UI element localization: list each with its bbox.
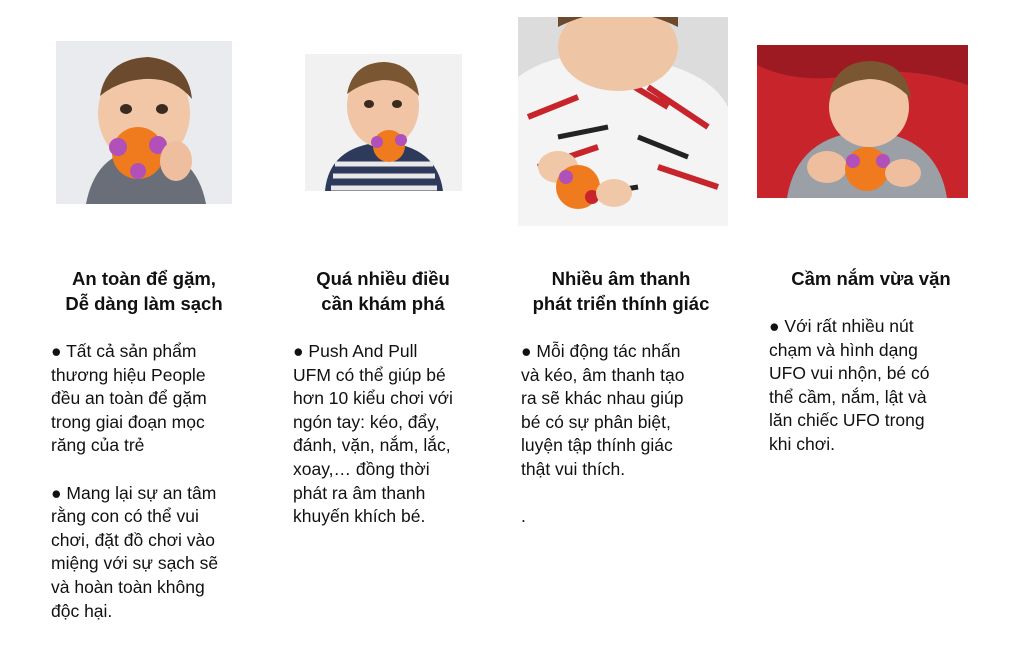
text-line: đều an toàn để gặm: [51, 388, 207, 409]
text-line: khuyến khích bé.: [293, 506, 426, 527]
text-line: ● Mỗi động tác nhấn: [521, 341, 681, 361]
title-line: cần khám phá: [321, 293, 445, 314]
title-line: An toàn để gặm,: [72, 268, 216, 289]
title-line: Quá nhiều điều: [316, 268, 450, 289]
text-line: ● Với rất nhiều nút: [769, 316, 914, 336]
text-line: và hoàn toàn không: [51, 576, 205, 597]
title-line: phát triển thính giác: [532, 293, 710, 314]
text-line: ra sẽ khác nhau giúp: [521, 388, 684, 409]
title-line: Cầm nắm vừa vặn: [791, 268, 951, 289]
paragraph-gap: [521, 482, 684, 506]
photo-baby-1: [56, 41, 232, 204]
text-line: phát ra âm thanh: [293, 482, 426, 503]
text-line: trong giai đoạn mọc: [51, 411, 205, 432]
text-line: UFM có thể giúp bé: [293, 364, 446, 385]
text-line: hơn 10 kiểu chơi với: [293, 388, 453, 409]
text-line: răng của trẻ: [51, 435, 145, 456]
title-line: Dễ dàng làm sạch: [65, 293, 223, 314]
text-line: bé có sự phân biệt,: [521, 411, 671, 432]
text-line: chạm và hình dạng: [769, 339, 918, 360]
text-line: xoay,… đồng thời: [293, 458, 430, 479]
text-line: đánh, vặn, nắm, lắc,: [293, 435, 451, 456]
column-body-safe-chew: [51, 340, 218, 623]
text-line: chơi, đặt đồ chơi vào: [51, 529, 216, 550]
text-line: độc hại.: [51, 600, 113, 621]
text-line: rằng con có thể vui: [51, 506, 199, 527]
photo-baby-3: [518, 17, 728, 226]
text-line: ● Mang lại sự an tâm: [51, 482, 217, 503]
baby-photo-image: [305, 54, 462, 191]
text-line: khi chơi.: [769, 433, 835, 454]
text-line: luyện tập thính giác: [521, 435, 673, 456]
column-body-sounds: [521, 340, 684, 529]
text-line: và kéo, âm thanh tạo: [521, 364, 685, 385]
column-title-grip: [760, 266, 982, 291]
column-body-grip: [769, 315, 930, 457]
title-line: Nhiều âm thanh: [551, 268, 691, 289]
text-line: thương hiệu People: [51, 364, 206, 385]
column-title-safe-chew: [36, 266, 252, 316]
photo-baby-2: [305, 54, 462, 191]
baby-photo-image: [518, 17, 728, 226]
paragraph-gap: [51, 458, 218, 482]
text-line: thể cầm, nắm, lật và: [769, 386, 927, 407]
photo-baby-4: [757, 45, 968, 198]
text-line: ngón tay: kéo, đẩy,: [293, 411, 440, 432]
baby-photo-image: [56, 41, 232, 204]
text-line: miệng với sự sạch sẽ: [51, 553, 219, 574]
text-line: thật vui thích.: [521, 458, 626, 479]
text-line: UFO vui nhộn, bé có: [769, 363, 930, 384]
text-line: ● Push And Pull: [293, 341, 418, 361]
trailing-dot: .: [521, 506, 526, 527]
text-line: ● Tất cả sản phẩm: [51, 341, 197, 361]
column-title-explore: [278, 266, 488, 316]
column-body-explore: [293, 340, 453, 529]
column-title-sounds: [506, 266, 736, 316]
baby-photo-image: [757, 45, 968, 198]
text-line: lăn chiếc UFO trong: [769, 410, 925, 431]
